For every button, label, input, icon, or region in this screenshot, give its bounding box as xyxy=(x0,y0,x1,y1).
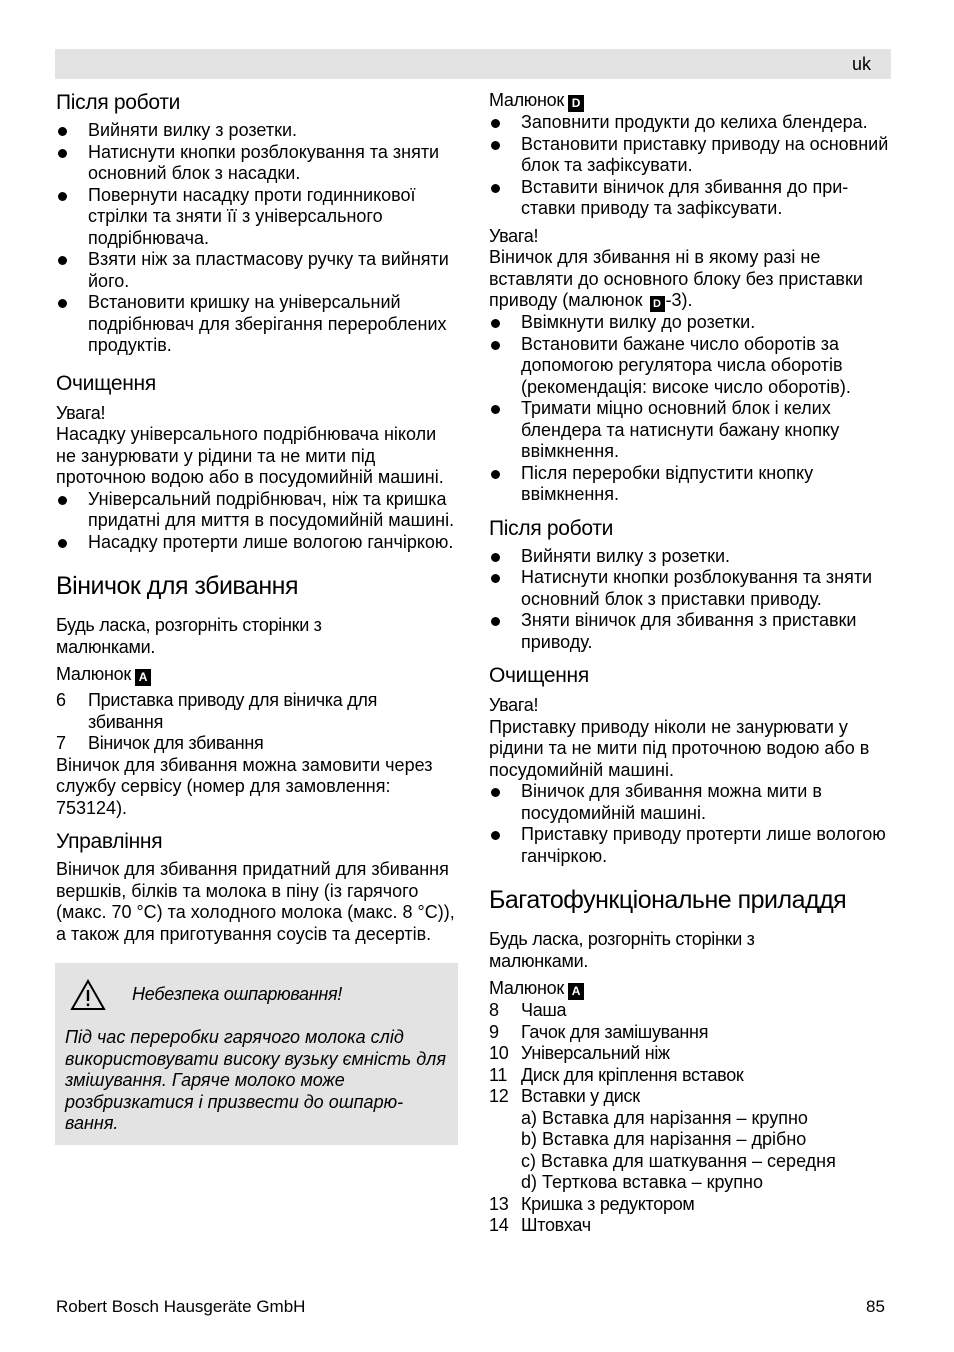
cleaning-warning: Приставку приводу ніколи не занурювати у рідини та не мити під проточною водою або в посудомийній машині. xyxy=(489,716,870,780)
item-label: Диск для кріплення вставок xyxy=(521,1064,744,1085)
cleaning-list xyxy=(489,781,893,867)
list-item xyxy=(489,1000,893,1022)
item-number: 11 xyxy=(489,1064,508,1085)
after-work-heading: Після роботи xyxy=(56,91,181,114)
parts-list-end xyxy=(489,1194,893,1237)
figure-ref xyxy=(489,90,893,112)
list-item: Ввімкнути вилку до розетки. xyxy=(489,312,893,334)
list-item: Універсальний подрібнювач, ніж та кришка придатні для миття в посудомийній машині. xyxy=(56,489,458,532)
after-work-heading: Після роботи xyxy=(489,516,614,540)
insert-item: a) Вставка для нарізання – крупно xyxy=(521,1107,808,1128)
list-item xyxy=(56,733,458,755)
item-label: Універсальний ніж xyxy=(521,1043,670,1063)
item-label: Вставки у диск xyxy=(521,1086,640,1106)
list-item xyxy=(489,1215,893,1237)
figure-ref xyxy=(489,978,893,1000)
list-item xyxy=(489,1065,893,1087)
list-item: Вийняти вилку з розетки. xyxy=(56,120,458,142)
operation-heading: Управління xyxy=(56,830,163,853)
order-text: Віничок для збивання можна замовити через службу сервісу (номер для замовлення: 753124). xyxy=(56,754,433,818)
figure-ref xyxy=(56,664,458,686)
danger-text: Під час переробки гарячого молока слід використовувати високу вузьку ємність для змішування. Гаряче молоко може розбризкатися і призвести до ошпарювання. xyxy=(65,1027,446,1133)
whisk-section-title: Віничок для збивання xyxy=(56,572,298,600)
list-item: Заповнити продукти до келиха блендера. xyxy=(489,112,893,134)
figure-label: Малюнок xyxy=(489,978,564,998)
list-item: Вийняти вилку з розетки. xyxy=(489,546,893,568)
list-item: Зняти віничок для збивання з приставки приводу. xyxy=(489,610,893,653)
unfold-note: Будь ласка, розгорніть сторінки з малюнками. xyxy=(56,615,322,657)
inserts-list xyxy=(489,1108,893,1194)
list-item: Віничок для збивання можна мити в посудомийній машині. xyxy=(489,781,893,824)
header-bar xyxy=(55,49,891,79)
figure-label: Малюнок xyxy=(489,90,564,110)
list-item: Повернути насадку проти годинникової стрілки та зняти її з універсального подрібнювача. xyxy=(56,185,458,250)
item-number: 8 xyxy=(489,1000,499,1020)
list-item: Насадку протерти лише вологою ганчіркою. xyxy=(56,532,458,554)
warning-triangle-icon xyxy=(70,979,106,1011)
list-item xyxy=(489,1043,893,1065)
danger-title: Небезпека ошпарювання! xyxy=(132,984,342,1005)
item-number: 12 xyxy=(489,1086,509,1106)
list-item xyxy=(489,1022,893,1044)
language-code: uk xyxy=(851,54,871,74)
list-item: Вставити віничок для збивання до приставки приводу та зафіксувати. xyxy=(489,177,893,220)
whisk-parts-list xyxy=(56,690,458,755)
item-label: Віничок для збивання xyxy=(88,733,264,753)
item-number: 10 xyxy=(489,1043,509,1063)
cleaning-heading: Очищення xyxy=(56,371,156,395)
danger-header xyxy=(65,979,448,1011)
whisk-warning xyxy=(489,247,893,312)
insert-item: d) Терткова вставка – крупно xyxy=(521,1172,763,1192)
item-label: Приставка приводу для віничка для збивання xyxy=(88,690,378,732)
figure-d-steps xyxy=(489,112,893,220)
list-item: Взяти ніж за пластмасову ручку та вийняти його. xyxy=(56,249,458,292)
figure-label: Малюнок xyxy=(56,664,131,684)
item-number: 7 xyxy=(56,733,66,753)
list-item: Тримати міцно основний блок і келих блендера та натиснути бажану кнопку ввімкнення. xyxy=(489,398,893,463)
insert-item: c) Вставка для шаткування – середня xyxy=(521,1150,836,1171)
list-item: Натиснути кнопки розблокування та зняти основний блок з приставки приводу. xyxy=(489,567,893,610)
operation-steps xyxy=(489,312,893,506)
attention-label: Увага! xyxy=(56,402,106,423)
multi-section-title: Багатофункціональне приладдя xyxy=(489,886,847,914)
right-column xyxy=(489,90,893,1237)
warning-text-end: -3). xyxy=(665,290,693,310)
footer-company: Robert Bosch Hausgeräte GmbH xyxy=(56,1297,306,1316)
operation-text: Віничок для збивання придатний для збивання вершків, білків та молока в піну (із гарячого (макс. 70 °C) та холодного молока (макс. 8 °C)), а також для приготування соусів та десертів. xyxy=(56,859,455,944)
item-label: Чаша xyxy=(521,1000,567,1020)
list-item: Після переробки відпустити кнопку ввімкнення. xyxy=(489,463,893,506)
list-item xyxy=(489,1086,893,1108)
left-column xyxy=(56,90,458,1145)
list-item: Встановити бажане число оборотів за допомогою регулятора числа оборотів (рекомендація: високе число оборотів). xyxy=(489,334,893,399)
list-item: Встановити кришку на універсальний подрібнювач для зберігання перероблених продуктів. xyxy=(56,292,458,357)
cleaning-heading: Очищення xyxy=(489,664,589,687)
attention-label: Увага! xyxy=(489,225,539,246)
item-number: 6 xyxy=(56,690,66,710)
item-number: 9 xyxy=(489,1021,499,1042)
insert-item: b) Вставка для нарізання – дрібно xyxy=(521,1129,807,1149)
list-item: Встановити приставку приводу на основний блок та зафіксувати. xyxy=(489,134,893,177)
warning-text: Віничок для збивання ні в якому разі не вставляти до основного блоку без приставки приводу (малюнок xyxy=(489,247,863,310)
after-work-list xyxy=(489,546,893,654)
list-item xyxy=(489,1194,893,1216)
danger-box xyxy=(55,963,458,1145)
figure-letter-icon: A xyxy=(568,983,584,1000)
page-number: 85 xyxy=(866,1297,885,1316)
cleaning-warning: Насадку універсального подрібнювача ніколи не занурювати у рідини та не мити під проточною водою або в посудомийній машині. xyxy=(56,424,444,487)
attention-label: Увага! xyxy=(489,695,539,715)
cleaning-list xyxy=(56,489,458,554)
item-label: Гачок для замішування xyxy=(521,1021,709,1042)
figure-letter-icon: A xyxy=(135,669,151,686)
item-number: 14 xyxy=(489,1215,509,1235)
list-item: Натиснути кнопки розблокування та зняти основний блок з насадки. xyxy=(56,142,458,185)
figure-letter-icon: D xyxy=(650,296,665,312)
list-item xyxy=(56,690,458,733)
list-item: Приставку приводу протерти лише вологою ганчіркою. xyxy=(489,824,893,867)
item-label: Штовхач xyxy=(521,1215,591,1235)
after-work-list xyxy=(56,120,458,357)
item-label: Кришка з редуктором xyxy=(521,1193,695,1214)
unfold-note: Будь ласка, розгорніть сторінки з малюнками. xyxy=(489,929,755,971)
parts-list xyxy=(489,1000,893,1108)
item-number: 13 xyxy=(489,1193,509,1214)
figure-letter-icon: D xyxy=(568,95,584,112)
